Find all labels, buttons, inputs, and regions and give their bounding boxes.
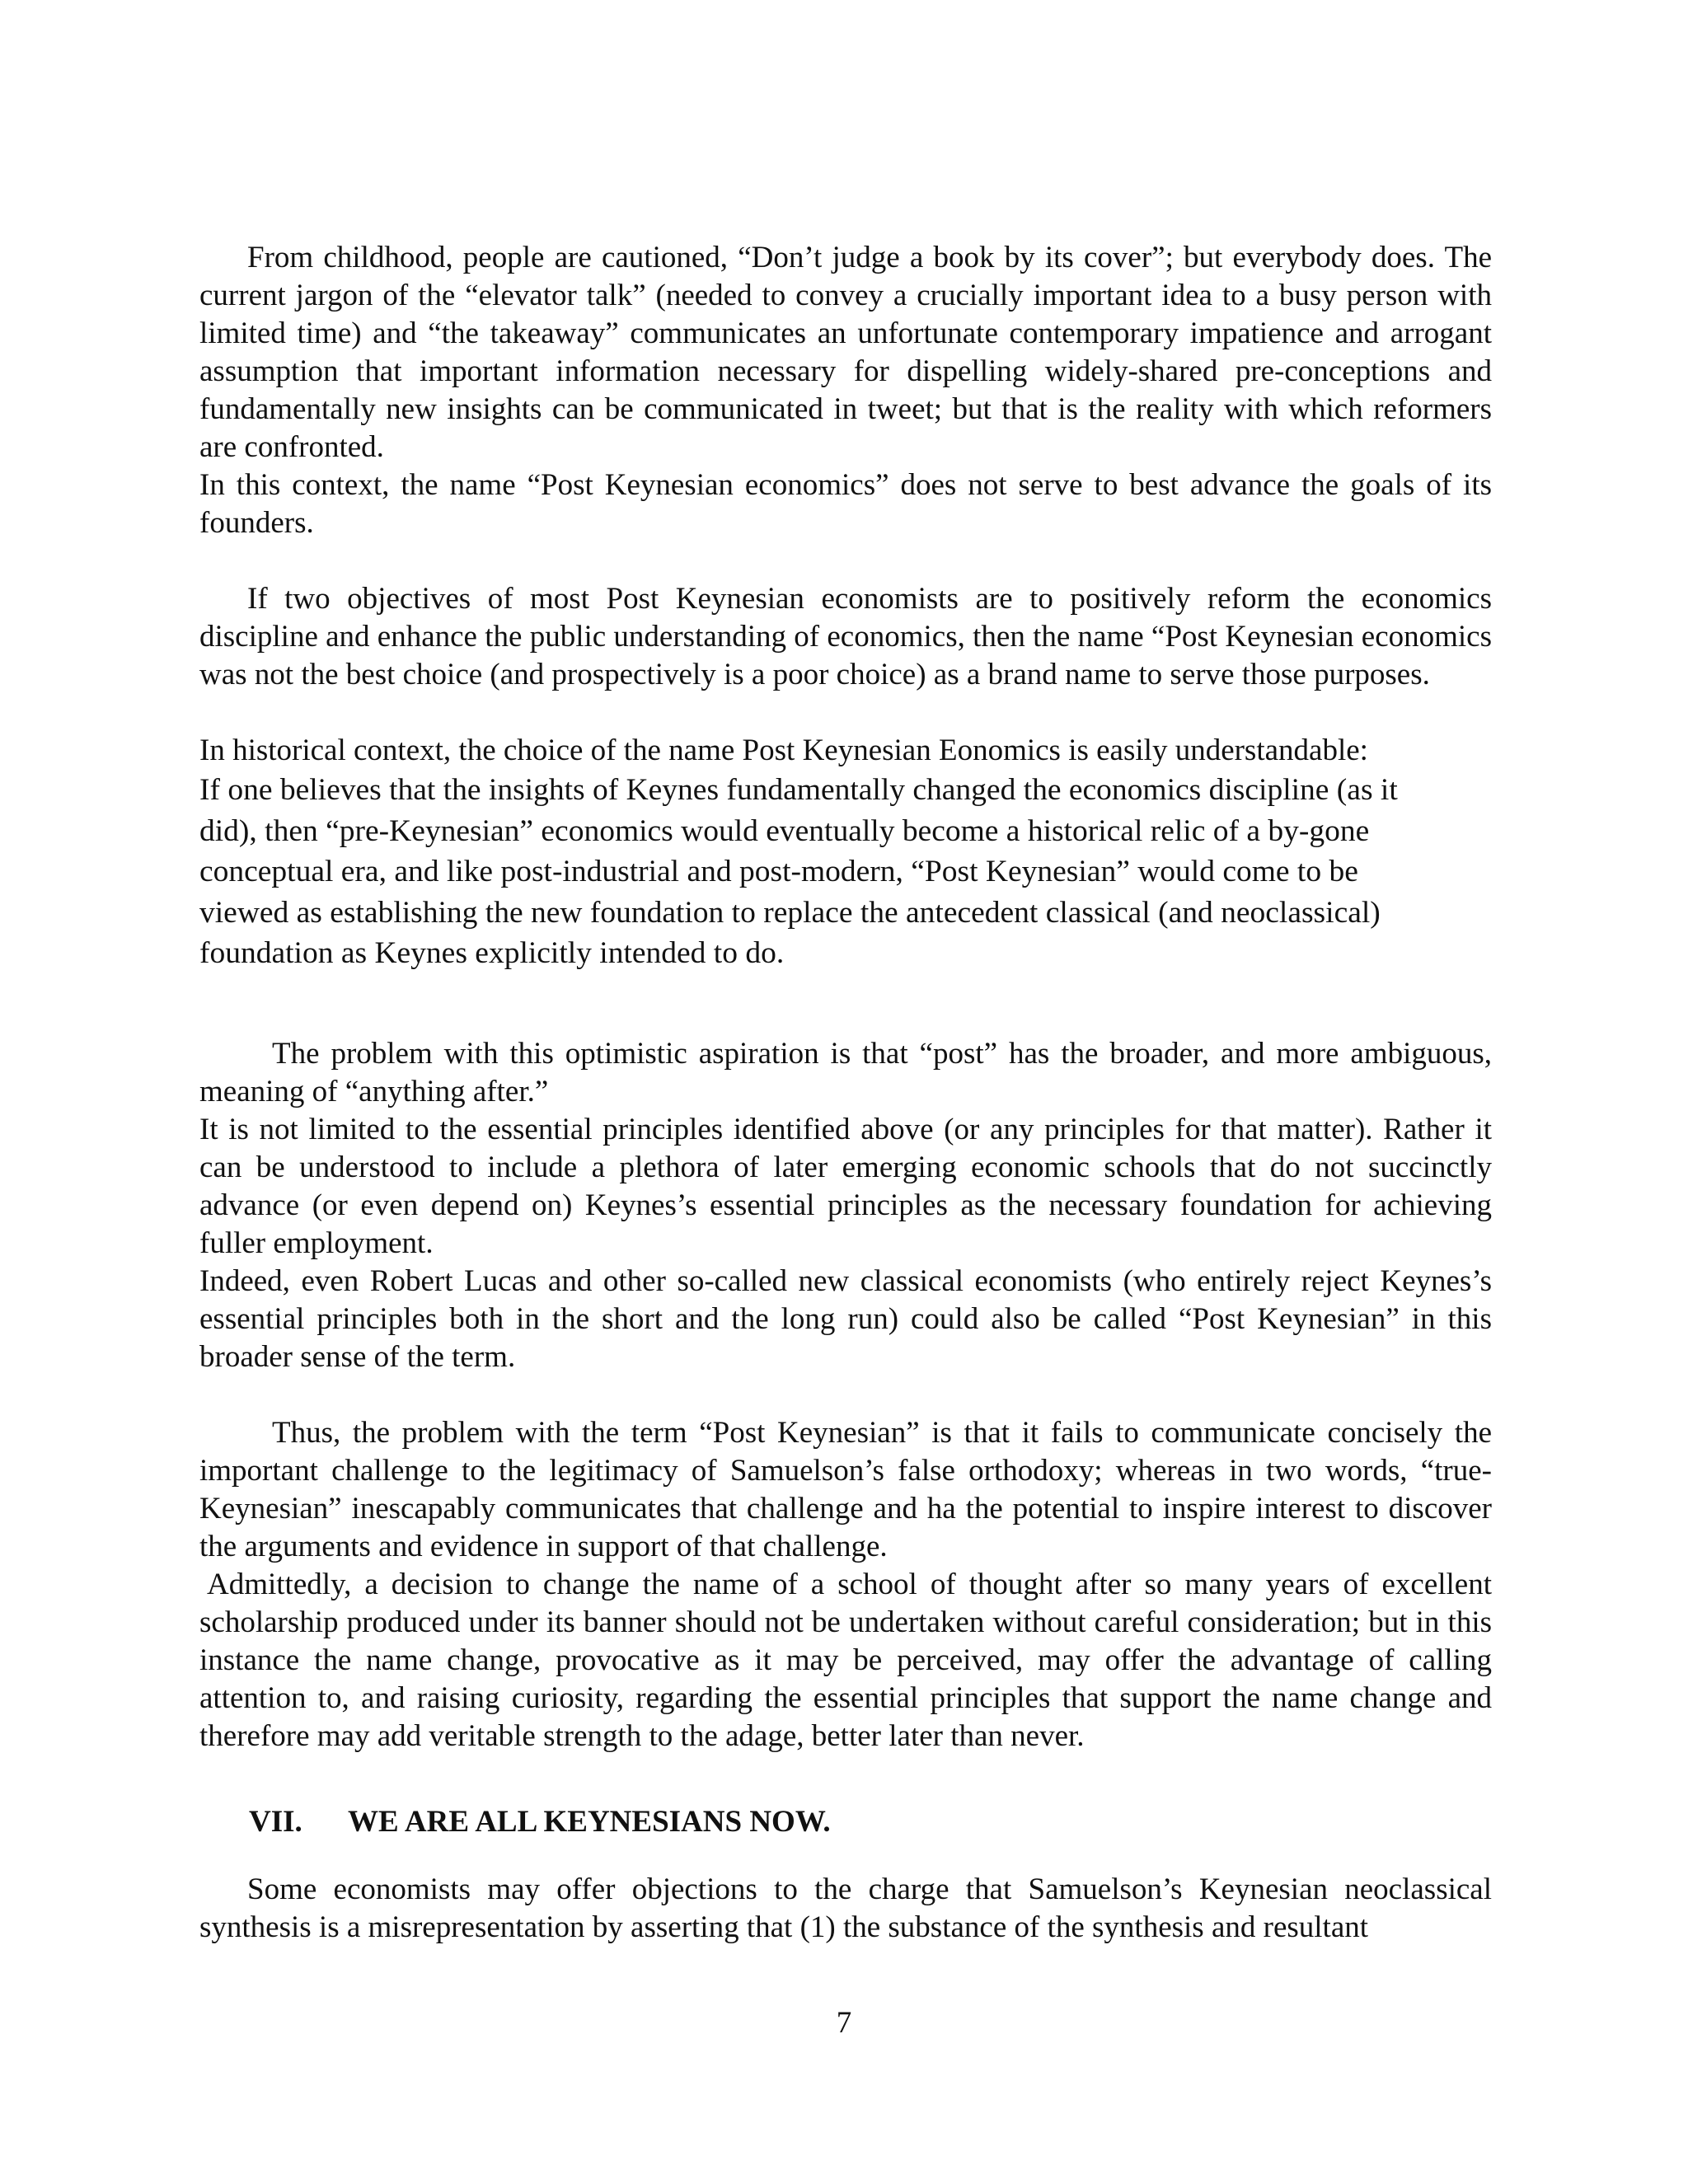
section-number: VII. [249, 1805, 302, 1839]
paragraph-4 [199, 1414, 1492, 1755]
paragraph-2-historical [199, 732, 1492, 770]
page-number: 7 [836, 2006, 852, 2040]
paragraph-3-continuation-1: It is not limited to the essential principles identified above (or any principles for that matter). Rather it can be understood to include a plethora of later emerging economic schools that do not succinctly advance (or even depend on) Keynes’s essential principles as the necessary foundation for achieving fuller employment. [199, 1113, 1492, 1260]
paragraph-1-body: From childhood, people are cautioned, “Don’t judge a book by its cover”; but everybody does. The current jargon of the “elevator talk” (needed to convey a crucially important idea to a busy person with limited time) and “the takeaway” communicates an unfortunate contemporary impatience and arrogant assumption that important information necessary for dispelling widely-shared pre-conceptions and fundamentally new insights can be communicated in tweet; but that is the reality with which reformers are confronted. [199, 241, 1492, 464]
paragraph-2-line-4: conceptual era, and like post-industrial and post-modern, “Post Keynesian” would come to be [199, 855, 1358, 888]
paragraph-5 [199, 1871, 1492, 1947]
paragraph-2-body: If two objectives of most Post Keynesian economists are to positively reform the economics discipline and enhance the public understanding of economics, then the name “Post Keynesian economics was not the best choice (and prospectively is a poor choice) as a brand name to serve those purposes. [199, 582, 1492, 691]
paragraph-2-historical-cont [199, 770, 1492, 974]
paragraph-2-line-3: did), then “pre-Keynesian” economics would eventually become a historical relic of a by-gone [199, 813, 1370, 848]
paragraph-2-line-1: In historical context, the choice of the name Post Keynesian Eonomics is easily understandable: [199, 733, 1368, 767]
paragraph-4-body: Thus, the problem with the term “Post Keynesian” is that it fails to communicate concisely the important challenge to the legitimacy of Samuelson’s false orthodoxy; whereas in two words, “true-Keynesian” inescapably communicates that challenge and ha the potential to inspire interest to discover the arguments and evidence in support of that challenge. [199, 1416, 1492, 1563]
paragraph-3-continuation-2: Indeed, even Robert Lucas and other so-called new classical economists (who entirely reject Keynes’s essential principles both in the short and the long run) could also be called “Post Keynesian” in this broader sense of the term. [199, 1264, 1492, 1374]
paragraph-2 [199, 580, 1492, 694]
section-heading [249, 1803, 831, 1841]
paragraph-3-body: The problem with this optimistic aspiration is that “post” has the broader, and more ambiguous, meaning of “anything after.” [199, 1037, 1492, 1108]
paragraph-2-line-5: viewed as establishing the new foundation to replace the antecedent classical (and neoclassical) [199, 895, 1381, 930]
paragraph-1-continuation: In this context, the name “Post Keynesian economics” does not serve to best advance the goals of its founders. [199, 468, 1492, 540]
paragraph-3 [199, 1035, 1492, 1376]
paragraph-5-body: Some economists may offer objections to the charge that Samuelson’s Keynesian neoclassical synthesis is a misrepresentation by asserting that (1) the substance of the synthesis and resultant [199, 1872, 1492, 1944]
paragraph-2-line-6: foundation as Keynes explicitly intended to do. [199, 936, 785, 970]
paragraph-4-continuation: Admittedly, a decision to change the name of a school of thought after so many years of excellent scholarship produced under its banner should not be undertaken without careful consideration; but in this instance the name change, provocative as it may be perceived, may offer the advantage of calling attention to, and raising curiosity, regarding the essential principles that support the name change and therefore may add veritable strength to the adage, better later than never. [199, 1568, 1492, 1753]
section-title: WE ARE ALL KEYNESIANS NOW. [348, 1805, 831, 1839]
paragraph-2-line-2: If one believes that the insights of Keynes fundamentally changed the economics discipline (as it [199, 773, 1398, 807]
paragraph-1 [199, 239, 1492, 542]
